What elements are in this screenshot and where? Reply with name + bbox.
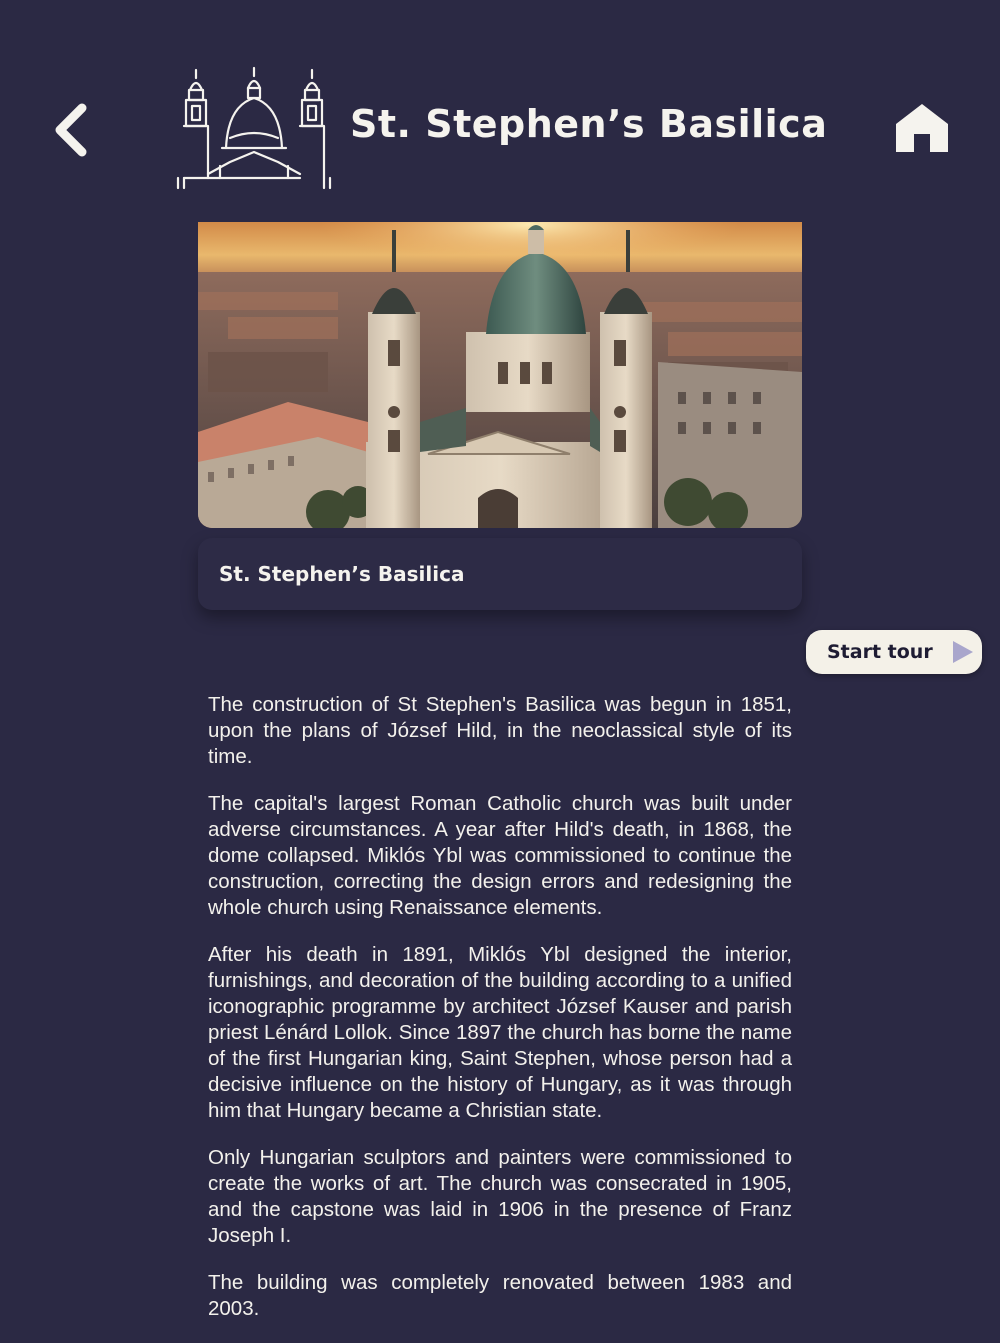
description-text <box>208 692 792 1343</box>
start-tour-label: Start tour <box>827 641 933 663</box>
basilica-aerial-sunset-photo <box>198 222 802 528</box>
basilica-outline-logo <box>172 66 334 192</box>
play-icon <box>950 640 974 664</box>
paragraph: The construction of St Stephen's Basilica was begun in 1851, upon the plans of József Hild, in the neoclassical style of its time. <box>208 693 792 768</box>
paragraph: After his death in 1891, Miklós Ybl designed the interior, furnishings, and decoration of the building according to a unified iconographic programme by architect József Kauser and parish priest Lénárd Lollok. Since 1897 the church has borne the name of the first Hungarian king, Saint Stephen, whose person had a decisive influence on the history of Hungary, as it was through him that Hungary became a Christian state. <box>208 943 792 1122</box>
page-title: St. Stephen’s Basilica <box>350 102 828 146</box>
paragraph: The capital's largest Roman Catholic church was built under adverse circumstances. A year after Hild's death, in 1868, the dome collapsed. Miklós Ybl was commissioned to continue the construction, correcting the design errors and redesigning the whole church using Renaissance elements. <box>208 792 792 919</box>
start-tour-button[interactable] <box>806 630 982 674</box>
place-name-card <box>198 538 802 610</box>
paragraph: The building was completely renovated between 1983 and 2003. <box>208 1271 792 1320</box>
app-header <box>0 0 1000 210</box>
chevron-left-icon[interactable] <box>48 100 98 160</box>
paragraph: Only Hungarian sculptors and painters were commissioned to create the works of art. The church was consecrated in 1905, and the capstone was laid in 1906 in the presence of Franz Joseph I. <box>208 1146 792 1247</box>
place-name: St. Stephen’s Basilica <box>219 562 465 586</box>
home-icon[interactable] <box>894 102 950 154</box>
